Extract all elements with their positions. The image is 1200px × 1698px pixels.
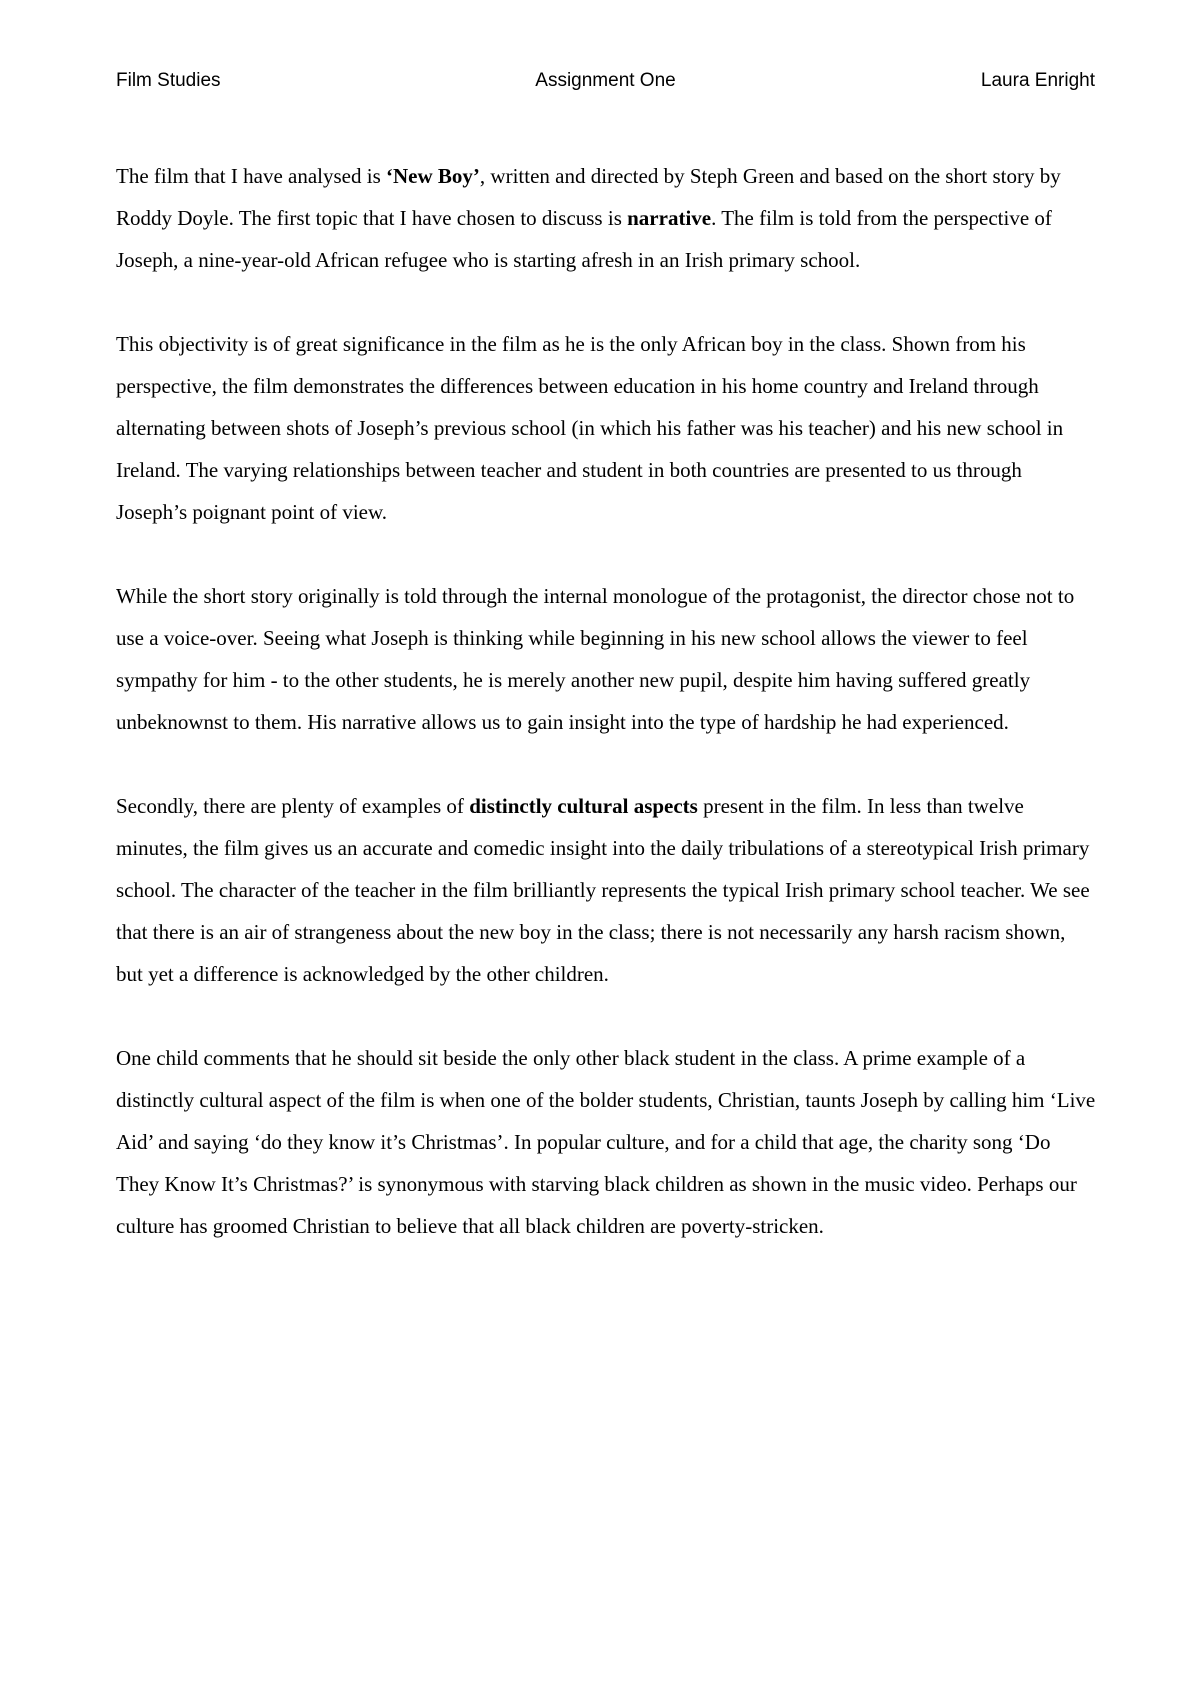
paragraph-text: While the short story originally is told through the internal monologue of the protagonist, the director chose not to use a voice-over. Seeing what Joseph is thinking while beginning in his new school allows the viewer to feel sympathy for him - to the other students, he is merely another new pupil, despite him having suffered greatly unbeknownst to them. His narrative allows us to gain insight into the type of hardship he had experienced.: [116, 584, 1075, 734]
header-assignment: Assignment One: [535, 70, 676, 91]
paragraph-2: [116, 323, 1096, 533]
paragraph-4: [116, 785, 1096, 995]
paragraph-3: [116, 575, 1096, 743]
topic-cultural-emphasis: distinctly cultural aspects: [469, 794, 698, 818]
paragraph-text: . The film is told from the perspective of Joseph, a nine-year-old African refugee who is starting afresh in an Irish primary school.: [116, 206, 1052, 272]
paragraph-1: [116, 155, 1096, 281]
paragraph-5: [116, 1037, 1096, 1247]
header-author: Laura Enright: [980, 70, 1095, 91]
topic-narrative-emphasis: narrative: [627, 206, 712, 230]
paragraph-text: , written and directed by Steph Green and based on the short story by Roddy Doyle. The first topic that I have chosen to discuss is: [116, 164, 1061, 230]
film-title-emphasis: ‘New Boy’: [386, 164, 480, 188]
header-course: Film Studies: [116, 70, 221, 91]
document-body: [116, 155, 1096, 1289]
page-header: [116, 70, 1095, 100]
paragraph-text: One child comments that he should sit beside the only other black student in the class. A prime example of a distinctly cultural aspect of the film is when one of the bolder students, Christian, taunts Joseph by calling him ‘Live Aid’ and saying ‘do they know it’s Christmas’. In popular culture, and for a child that age, the charity song ‘Do They Know It’s Christmas?’ is synonymous with starving black children as shown in the music video. Perhaps our culture has groomed Christian to believe that all black children are poverty-stricken.: [116, 1046, 1096, 1238]
paragraph-text: The film that I have analysed is: [116, 164, 386, 188]
paragraph-text: Secondly, there are plenty of examples of: [116, 794, 470, 818]
paragraph-text: present in the film. In less than twelve minutes, the film gives us an accurate and comedic insight into the daily tribulations of a stereotypical Irish primary school. The character of the teacher in the film brilliantly represents the typical Irish primary school teacher. We see that there is an air of strangeness about the new boy in the class; there is not necessarily any harsh racism shown, but yet a difference is acknowledged by the other children.: [116, 794, 1090, 986]
paragraph-text: This objectivity is of great significance in the film as he is the only African boy in the class. Shown from his perspective, the film demonstrates the differences between education in his home country and Ireland through alternating between shots of Joseph’s previous school (in which his father was his teacher) and his new school in Ireland. The varying relationships between teacher and student in both countries are presented to us through Joseph’s poignant point of view.: [116, 332, 1064, 524]
